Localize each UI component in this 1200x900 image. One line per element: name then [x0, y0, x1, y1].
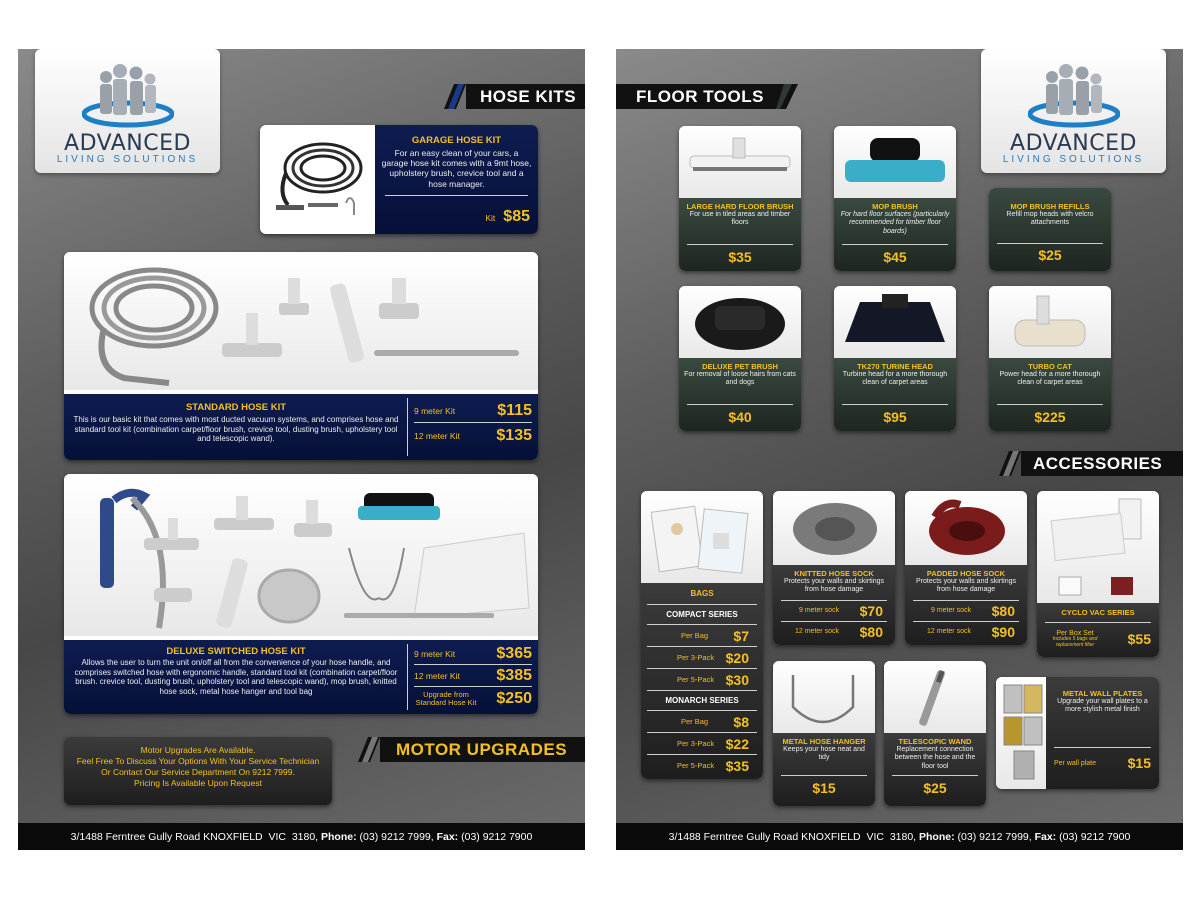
- deluxe-tool-kit-icon: [74, 478, 534, 632]
- deluxe-price-label-12m: 12 meter Kit: [414, 670, 460, 681]
- banner-chevron-icon: [358, 737, 380, 762]
- hanger-description: Keeps your hose neat and tidy: [783, 746, 865, 762]
- garage-title: GARAGE HOSE KIT: [411, 135, 502, 146]
- bag-price: $22: [725, 735, 749, 752]
- standard-price-9m: $115: [497, 402, 532, 419]
- telescopic-wand-card: [884, 661, 986, 806]
- banner-chevron-icon: [999, 451, 1021, 476]
- standard-tool-kit-icon: [74, 258, 534, 386]
- tool-description: Power head for a more thorough clean of carpet areas: [999, 371, 1101, 387]
- plates-price-label: Per wall plate: [1054, 759, 1097, 767]
- banner-title: FLOOR TOOLS: [636, 86, 764, 106]
- hanger-price: $15: [812, 780, 836, 796]
- bag-price-label: Per Bag: [681, 631, 709, 640]
- mop-brush-icon: [840, 134, 950, 194]
- tool-description: Turbine head for a more thorough clean of carpet areas: [842, 371, 948, 387]
- tool-card-mop-brush-refills: [989, 188, 1111, 271]
- bag-price-label: Per 3-Pack: [677, 739, 715, 748]
- compact-series-label: COMPACT SERIES: [666, 610, 738, 619]
- standard-price-label-12m: 12 meter Kit: [414, 431, 460, 441]
- deluxe-price-label-upgrade: Upgrade from Standard Hose Kit: [415, 689, 477, 707]
- turbo-cat-icon: [995, 292, 1105, 354]
- padded-hose-sock-card: [905, 491, 1027, 645]
- wall-plates-icon: [1002, 683, 1044, 783]
- motor-line-2: Feel Free To Discuss Your Options With Your Service Technician: [76, 756, 320, 767]
- footer-phone-label: Phone:: [321, 830, 357, 843]
- banner-chevron-icon: [776, 84, 798, 109]
- garage-price: $85: [503, 208, 530, 225]
- cyclo-vac-kit-icon: [1045, 497, 1151, 601]
- banner-title: ACCESSORIES: [1033, 453, 1163, 473]
- garage-hose-kit-card: [260, 125, 538, 234]
- plates-price: $15: [1127, 755, 1151, 771]
- deluxe-title: DELUXE SWITCHED HOSE KIT: [166, 646, 306, 657]
- tool-card-turbo-cat: [989, 286, 1111, 431]
- padded-sock-icon: [915, 497, 1017, 561]
- deluxe-hose-kit-card: [64, 474, 538, 714]
- knitted-price-label-9m: 9 meter sock: [799, 607, 840, 615]
- wand-description: Replacement connection between the hose and the floor tool: [894, 746, 976, 770]
- knitted-price-12m: $80: [859, 623, 883, 640]
- bag-price-label: Per 5-Pack: [677, 761, 715, 770]
- hose-hanger-icon: [783, 667, 865, 729]
- motor-upgrades-box: [64, 737, 332, 805]
- knitted-hose-sock-card: [773, 491, 895, 645]
- knitted-price-label-12m: 12 meter sock: [795, 628, 839, 636]
- knitted-title: KNITTED HOSE SOCK: [794, 569, 874, 578]
- knitted-price-9m: $70: [859, 602, 883, 619]
- bag-price: $35: [725, 757, 749, 774]
- tool-price: $40: [728, 409, 752, 425]
- bag-price: $20: [725, 649, 749, 666]
- standard-hose-kit-card: [64, 252, 538, 460]
- tool-card-deluxe-pet-brush: [679, 286, 801, 431]
- plates-title: METAL WALL PLATES: [1062, 689, 1143, 698]
- cyclo-price-label: Per Box Set: [1056, 630, 1094, 637]
- deluxe-description: Allows the user to turn the unit on/off all from the convenience of your hose handle, and comprises switched hose with ergonomic handle, standard tool kit (combination carpet/floor brush. crevice tool, dusting brush, upholstery tool and telescopic wand), mop brush, knitted hose sock, metal hose hanger and tool bag: [74, 658, 398, 696]
- tool-description: For use in tiled areas and timber floors: [689, 211, 791, 227]
- motor-line-4: Pricing Is Available Upon Request: [134, 778, 262, 789]
- padded-price-label-9m: 9 meter sock: [931, 607, 972, 615]
- banner-chevron-icon: [444, 84, 466, 109]
- tool-description: Refill mop heads with velcro attachments: [1006, 211, 1094, 227]
- standard-price-label-9m: 9 meter Kit: [414, 406, 456, 416]
- banner-title: MOTOR UPGRADES: [396, 739, 568, 759]
- turbine-head-icon: [840, 292, 950, 354]
- footer-address: 3/1488 Ferntree Gully Road KNOXFIELD VIC 3180,: [668, 830, 920, 843]
- tool-price: $45: [883, 249, 907, 265]
- motor-line-3: Or Contact Our Service Department On 9212 7999.: [101, 767, 295, 778]
- bag-price-label: Per 5-Pack: [677, 675, 715, 684]
- bag-price-label: Per 3-Pack: [677, 653, 715, 662]
- tool-title: DELUXE PET BRUSH: [702, 362, 778, 371]
- company-logo: [981, 49, 1166, 173]
- standard-title: STANDARD HOSE KIT: [185, 402, 287, 413]
- logo-figures-icon: [82, 59, 174, 129]
- tool-title: MOP BRUSH: [872, 202, 918, 211]
- footer: [18, 823, 585, 850]
- metal-wall-plates-card: [996, 677, 1159, 789]
- knitted-sock-icon: [783, 497, 885, 561]
- bag-price-label: Per Bag: [681, 717, 709, 726]
- logo-title: ADVANCED: [1010, 131, 1137, 156]
- garage-hose-icon: [268, 133, 368, 227]
- bags-title: BAGS: [690, 589, 714, 598]
- left-page: [18, 49, 585, 850]
- logo-subtitle: LIVING SOLUTIONS: [56, 154, 199, 165]
- deluxe-price-upgrade: $250: [496, 690, 532, 707]
- vacuum-bags-icon: [651, 499, 753, 579]
- right-page: [616, 49, 1183, 850]
- standard-description: This is our basic kit that comes with most ducted vacuum systems, and comprises hose and standard tool kit (combination carpet/floor brush, crevice tool, dusting brush, upholstery tool and telescopic wand).: [73, 415, 399, 444]
- tool-title: MOP BRUSH REFILLS: [1010, 202, 1090, 211]
- standard-price-12m: $135: [496, 427, 532, 444]
- plates-description: Upgrade your wall plates to a more stylish metal finish: [1057, 698, 1148, 714]
- tool-price: $25: [1038, 247, 1062, 263]
- garage-description: For an easy clean of your cars, a garage hose kit comes with a 9mt hose, upholstery brush, crevice tool and a hose manager.: [381, 148, 532, 189]
- wand-title: TELESCOPIC WAND: [898, 737, 972, 746]
- deluxe-price-label-9m: 9 meter Kit: [414, 649, 456, 659]
- deluxe-price-9m: $365: [496, 645, 532, 662]
- bag-price: $30: [725, 671, 749, 688]
- footer-address: 3/1488 Ferntree Gully Road KNOXFIELD VIC 3180,: [70, 830, 322, 843]
- footer-phone: (03) 9212 7999,: [954, 830, 1035, 843]
- banner-title: HOSE KITS: [480, 86, 577, 106]
- hanger-title: METAL HOSE HANGER: [782, 737, 866, 746]
- logo-title: ADVANCED: [64, 131, 191, 156]
- padded-description: Protects your walls and skirtings from hose damage: [916, 578, 1016, 594]
- cyclo-title: CYCLO VAC SERIES: [1061, 608, 1135, 617]
- telescopic-wand-icon: [894, 667, 976, 729]
- footer: [616, 823, 1183, 850]
- tool-price: $225: [1034, 409, 1066, 425]
- padded-price-label-12m: 12 meter sock: [927, 628, 971, 636]
- bags-card: [641, 491, 763, 779]
- tool-card-large-hard-floor-brush: [679, 126, 801, 271]
- knitted-description: Protects your walls and skirtings from hose damage: [784, 578, 884, 594]
- tool-title: LARGE HARD FLOOR BRUSH: [686, 202, 794, 211]
- logo-figures-icon: [1028, 59, 1120, 129]
- logo-subtitle: LIVING SOLUTIONS: [1002, 154, 1145, 165]
- padded-price-9m: $80: [991, 602, 1015, 619]
- metal-hose-hanger-card: [773, 661, 875, 806]
- pet-brush-icon: [685, 292, 795, 354]
- footer-fax-label: Fax:: [1034, 830, 1057, 843]
- bag-price: $8: [733, 713, 749, 730]
- tool-price: $95: [883, 409, 907, 425]
- cyclo-price: $55: [1127, 631, 1151, 647]
- tool-description: For removal of loose hairs from cats and dogs: [684, 371, 796, 387]
- company-logo: [35, 49, 220, 173]
- footer-fax: (03) 9212 7900: [458, 830, 533, 843]
- tool-title: TK270 TURINE HEAD: [857, 362, 933, 371]
- footer-fax: (03) 9212 7900: [1056, 830, 1131, 843]
- bag-price: $7: [733, 627, 749, 644]
- padded-price-12m: $90: [991, 623, 1015, 640]
- tool-price: $35: [728, 249, 752, 265]
- monarch-series-label: MONARCH SERIES: [665, 696, 739, 705]
- garage-price-label: Kit: [485, 213, 496, 223]
- cyclo-note: Includes 5 bags and replacement filter: [1052, 636, 1098, 648]
- padded-title: PADDED HOSE SOCK: [926, 569, 1006, 578]
- footer-fax-label: Fax:: [436, 830, 459, 843]
- hose-kits-banner: [466, 84, 585, 109]
- tool-description: For hard floor surfaces (particularly recommended for timber floor boards): [840, 211, 950, 235]
- cyclo-vac-series-card: [1037, 491, 1159, 657]
- motor-line-1: Motor Upgrades Are Available.: [140, 745, 256, 755]
- wand-price: $25: [923, 780, 947, 796]
- tool-card-mop-brush: [834, 126, 956, 271]
- tool-title: TURBO CAT: [1028, 362, 1072, 371]
- accessories-banner: [1021, 451, 1183, 476]
- hard-floor-brush-icon: [685, 134, 795, 194]
- footer-phone: (03) 9212 7999,: [356, 830, 437, 843]
- motor-upgrades-banner: [380, 737, 585, 762]
- deluxe-price-12m: $385: [496, 666, 532, 684]
- floor-tools-banner: [616, 84, 776, 109]
- footer-phone-label: Phone:: [919, 830, 955, 843]
- tool-card-tk270-turbine-head: [834, 286, 956, 431]
